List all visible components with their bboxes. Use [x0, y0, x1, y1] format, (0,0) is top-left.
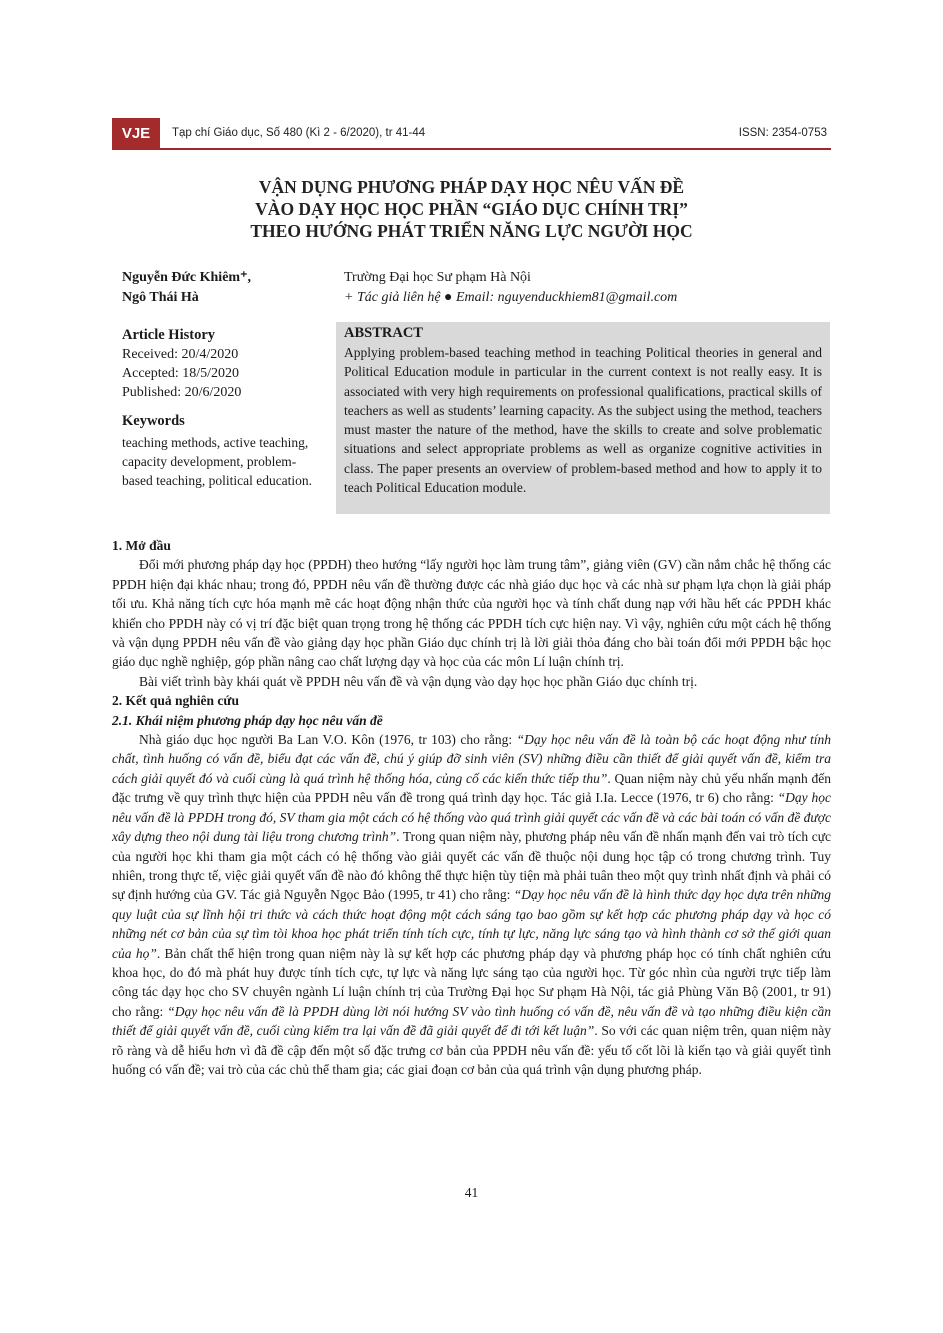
author-list: [122, 268, 251, 308]
article-meta: [122, 325, 318, 490]
author-1: Nguyễn Đức Khiêm⁺,: [122, 270, 251, 285]
title-line-2: VÀO DẠY HỌC HỌC PHẦN “GIÁO DỤC CHÍNH TRỊ”: [255, 199, 688, 219]
text-run: . Bản chất thể hiện trong quan niệm này là sự kết hợp các phương pháp dạy và phương pháp học có tính chất nghiên cứu khoa học, do đó mà phát huy được tính tích cực, tự lực và năng lực sáng tạo của người học. Từ góc nhìn của người trực tiếp làm công tác dạy học cho SV chuyên ngành Lí luận chính trị của Trường Đại học Sư phạm Hà Nội, tác giả Phùng Văn Bộ (2001, tr 91) cho rằng:: [112, 945, 832, 1019]
vje-logo: VJE: [112, 118, 160, 150]
quote-lecce: “Dạy học nêu vấn đề là PPDH trong đó, SV tham gia một cách có hệ thống vào quá trình giải quyết các vấn đề và các bài toán có vấn đề được xây dựng theo nội dung tài liệu trong chương trình”: [112, 790, 831, 845]
title-line-1: VẬN DỤNG PHƯƠNG PHÁP DẠY HỌC NÊU VẤN ĐỀ: [258, 177, 685, 197]
abstract-box: [336, 322, 830, 514]
text-run: Nhà giáo dục học người Ba Lan V.O. Kôn (1976, tr 103) cho rằng:: [139, 732, 517, 748]
published-date: Published: 20/6/2020: [122, 385, 242, 400]
accepted-date: Accepted: 18/5/2020: [122, 366, 240, 381]
section-1-paragraph-2: Bài viết trình bày khái quát về PPDH nêu vấn đề và vận dụng vào dạy học học phần Giáo dục chính trị.: [139, 673, 698, 689]
article-title: [112, 176, 831, 242]
page-number: 41: [464, 1185, 479, 1200]
section-2-1-paragraph: [112, 730, 831, 1079]
quote-bo: “Dạy học nêu vấn đề là PPDH dùng lời nói hướng SV vào tình huống có vấn đề, nêu vấn đề và tạo những điều kiện cần thiết để giải quyết vấn đề, cuối cùng kiểm tra lại vấn đề đã giải quyết để đi tới kết luận”: [112, 1003, 832, 1039]
text-run: . Trong quan niệm này, phương pháp nêu vấn đề nhấn mạnh đến vai trò tích cực của người học khi tham gia một cách có hệ thống vào giải quyết các vấn đề thuộc nội dung học tập có trong chương trình. Tuy nhiên, trong thực tế, việc giải quyết vấn đề nào đó không thể thực hiện tùy tiện mà phải tuân theo một quy trình nhất định và phải có sự định hướng của GV. Tác giả Nguyễn Ngọc Bảo (1995, tr 41) cho rằng:: [112, 829, 831, 903]
article-body: [112, 536, 831, 1079]
quote-bao: “Dạy học nêu vấn đề là hình thức dạy học dựa trên những quy luật của sự lĩnh hội tri thức và cách thức hoạt động một cách sáng tạo bao gồm sự kết hợp các phương pháp dạy và học có những nét cơ bản của sự tìm tòi khoa học phát triển tính tích cực, tính tự lực, năng lực sáng tạo và hình thành cơ sở thế giới quan của họ”: [112, 887, 832, 961]
section-1-heading: 1. Mở đầu: [112, 538, 171, 553]
keywords-heading: Keywords: [122, 413, 185, 429]
keywords-text: teaching methods, active teaching, capacity development, problem-based teaching, political education.: [122, 435, 313, 488]
journal-header: [112, 118, 831, 150]
section-2-heading: 2. Kết quả nghiên cứu: [112, 693, 239, 709]
title-line-3: THEO HƯỚNG PHÁT TRIỂN NĂNG LỰC NGƯỜI HỌC: [250, 221, 693, 241]
article-history-heading: Article History: [122, 327, 216, 343]
affiliation-block: [344, 268, 677, 308]
text-run: . Quan niệm này chủ yếu nhấn mạnh đến đặc trưng về quy trình thực hiện của PPDH nêu vấn đề trong quá trình dạy học. Tác giả I.Ia. Lecce (1976, tr 6) cho rằng:: [112, 770, 831, 806]
issn: ISSN: 2354-0753: [738, 127, 827, 139]
author-2: Ngô Thái Hà: [122, 290, 199, 305]
contact-email: + Tác giả liên hệ ● Email: nguyenduckhiem81@gmail.com: [344, 290, 678, 305]
journal-citation: Tạp chí Giáo dục, Số 480 (Kì 2 - 6/2020), tr 41-44: [172, 127, 426, 139]
received-date: Received: 20/4/2020: [122, 347, 239, 362]
section-1-paragraph-1: Đổi mới phương pháp dạy học (PPDH) theo hướng “lấy người học làm trung tâm”, giảng viên (GV) cần nắm chắc hệ thống các PPDH hiện đại khác nhau; trong đó, PPDH nêu vấn đề thường được các nhà giáo dục học và các nhà sư phạm lựa chọn là giải pháp tối ưu. Khả năng tích cực hóa mạnh mẽ các hoạt động nhận thức của người học và tính chất dung nạp với hầu hết các PPDH khác khiến cho PPDH này có vị trí đặc biệt quan trọng trong hệ thống các PPDH tích cực hiện nay. Vì vậy, nghiên cứu một cách hệ thống và vận dụng PPDH nêu vấn đề vào giảng dạy học phần Giáo dục chính trị là lời giải thỏa đáng cho bài toán đổi mới PPDH bậc học giáo dục nghề nghiệp, góp phần nâng cao chất lượng dạy và học của các môn Lí luận chính trị.: [112, 557, 831, 670]
quote-kon: “Dạy học nêu vấn đề là toàn bộ các hoạt động như tính chất, tình huống có vấn đề, biểu đạt các vấn đề, chú ý giúp đỡ sinh viên (SV) những điều cần thiết để giải quyết vấn đề, kiểm tra cách giải quyết đó và cuối cùng là quá trình hệ thống hóa, củng cố các kiến thức tiếp thu”: [112, 732, 831, 786]
text-run: . So với các quan niệm trên, quan niệm này rõ ràng và dễ hiểu hơn vì đã đề cập đến một số đặc trưng cơ bản của PPDH nêu vấn đề: yếu tố cốt lõi là kiến tạo và giải quyết tình huống có vấn đề; vai trò của các chủ thể tham gia; các giai đoạn cơ bản của quá trình vận dụng phương pháp.: [112, 1023, 832, 1077]
affiliation: Trường Đại học Sư phạm Hà Nội: [344, 270, 531, 285]
abstract-heading: ABSTRACT: [344, 325, 423, 341]
section-2-1-heading: 2.1. Khái niệm phương pháp dạy học nêu vấn đề: [112, 712, 383, 728]
abstract-text: Applying problem-based teaching method in teaching Political theories in general and Political Education module in particular in the current context is not really easy. It is associated with very high requirements on professional qualifications, practical skills of teachers as well as students’ learning capacity. As the subject using the method, teachers must master the nature of the method, have the skills to create and solve problematic situations and select appropriate problems as well as organize cognitive activities in class. The paper presents an overview of problem-based method and how to apply it to teach Political Education module.: [344, 345, 822, 496]
